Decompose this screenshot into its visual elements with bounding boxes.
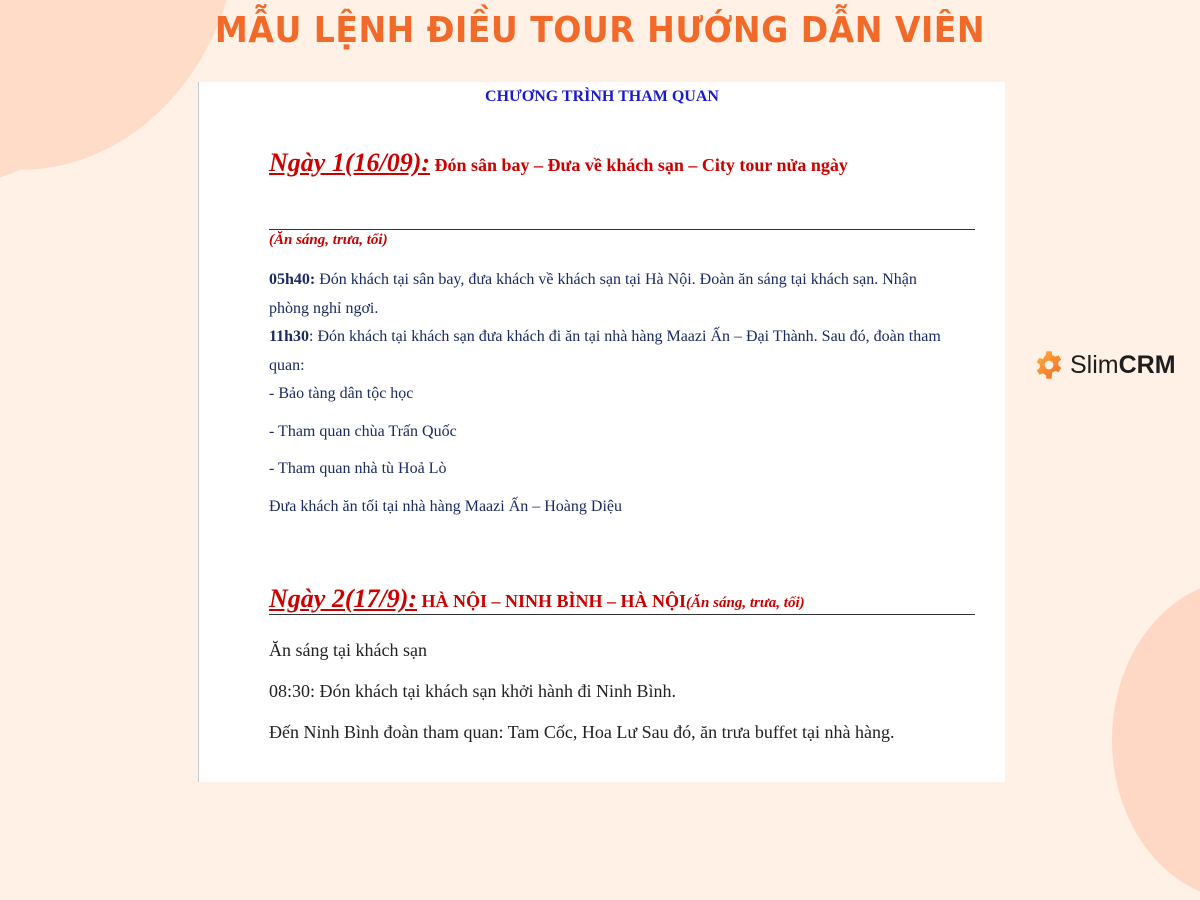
day-2-divider bbox=[269, 614, 975, 615]
day-1-stop-3: - Tham quan nhà tù Hoả Lò bbox=[269, 460, 447, 477]
day-1-description: Đón sân bay – Đưa về khách sạn – City tour nửa ngày bbox=[430, 155, 848, 175]
item-text: Đón khách tại sân bay, đưa khách về khách sạn tại Hà Nội. Đoàn ăn sáng tại khách sạn. Nhận bbox=[315, 271, 917, 288]
day-1-divider bbox=[269, 229, 975, 230]
day-1-label: Ngày 1(16/09): bbox=[269, 148, 431, 177]
item-text: : Đón khách tại khách sạn đưa khách đi ăn tại nhà hàng Maazi Ấn – Đại Thành. Sau đó, đoàn tham bbox=[309, 328, 941, 345]
day-1-item-2 bbox=[269, 328, 941, 346]
day-2-heading bbox=[269, 584, 805, 614]
gear-icon bbox=[1034, 350, 1064, 380]
day-1-item-1-cont: phòng nghỉ ngơi. bbox=[269, 300, 379, 317]
decorative-blob-bottom-right bbox=[1112, 580, 1200, 900]
slimcrm-logo bbox=[1034, 350, 1176, 380]
day-2-item-2: 08:30: Đón khách tại khách sạn khởi hành đi Ninh Bình. bbox=[269, 681, 676, 701]
day-1-heading bbox=[269, 148, 848, 178]
document-page bbox=[198, 82, 1005, 782]
time-label: 05h40: bbox=[269, 271, 316, 288]
time-label: 11h30 bbox=[269, 328, 310, 345]
day-2-label: Ngày 2(17/9): bbox=[269, 584, 418, 613]
day-1-item-2-cont: quan: bbox=[269, 357, 305, 374]
day-2-item-3: Đến Ninh Bình đoàn tham quan: Tam Cốc, Hoa Lư Sau đó, ăn trưa buffet tại nhà hàng. bbox=[269, 722, 895, 742]
banner-title: MẪU LỆNH ĐIỀU TOUR HƯỚNG DẪN VIÊN bbox=[214, 10, 986, 51]
day-2-description: HÀ NỘI – NINH BÌNH – HÀ NỘI bbox=[417, 591, 687, 611]
day-1-stop-2: - Tham quan chùa Trấn Quốc bbox=[269, 423, 457, 440]
logo-text-crm: CRM bbox=[1118, 350, 1176, 379]
logo-text-slim: Slim bbox=[1070, 350, 1119, 379]
day-2-meals: (Ăn sáng, trưa, tối) bbox=[686, 595, 805, 611]
day-1-dinner: Đưa khách ăn tối tại nhà hàng Maazi Ấn – Hoàng Diệu bbox=[269, 498, 623, 515]
day-2-item-1: Ăn sáng tại khách sạn bbox=[269, 640, 427, 660]
document-title: CHƯƠNG TRÌNH THAM QUAN bbox=[485, 88, 719, 105]
day-1-meals: (Ăn sáng, trưa, tối) bbox=[269, 232, 388, 248]
day-1-stop-1: - Bảo tàng dân tộc học bbox=[269, 385, 414, 402]
day-1-item-1 bbox=[269, 271, 917, 289]
